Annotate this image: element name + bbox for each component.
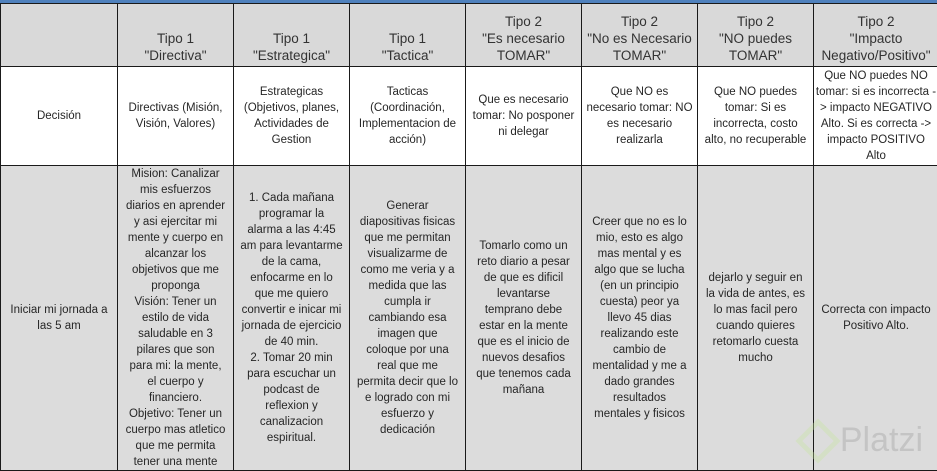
- header-row: [1, 4, 937, 67]
- table-cell[interactable]: 1. Cada mañana programar la alarma a las 4:45 am para levantarme de la cama, enfocarme en lo que me quiero convertir e inicar mi jornada de ejercicio de 40 min. 2. Tomar 20 min para escuchar un podcast de reflexion y canalizacion espiritual.: [234, 166, 350, 471]
- table-cell[interactable]: Correcta con impacto Positivo Alto.: [814, 166, 937, 471]
- decision-table: [0, 3, 937, 471]
- table-cell[interactable]: Generar diapositivas fisicas que me permitan visualizarme de como me veria y a medida que las cumpla ir cambiando esa imagen que coloque por una real que me permita decir que lo e logrado con mi esfuerzo y dedicación: [350, 166, 466, 471]
- table-cell[interactable]: Que NO puedes tomar: Si es incorrecta, costo alto, no recuperable: [698, 67, 814, 166]
- definition-row: [1, 67, 937, 166]
- table-cell[interactable]: Directivas (Misión, Visión, Valores): [118, 67, 234, 166]
- row-label-decision[interactable]: Decisión: [1, 67, 118, 166]
- header-cell-no-puedes[interactable]: Tipo 2 "NO puedes TOMAR": [698, 4, 814, 67]
- example-row: [1, 166, 937, 471]
- table-cell[interactable]: Creer que no es lo mio, esto es algo mas mental y es algo que se lucha (en un principio cuesta) peor ya llevo 45 dias realizando este cambio de mentalidad y me a dado grandes resultados mentales y fisicos: [582, 166, 698, 471]
- row-label-example[interactable]: Iniciar mi jornada a las 5 am: [1, 166, 118, 471]
- header-cell-es-necesario[interactable]: Tipo 2 "Es necesario TOMAR": [466, 4, 582, 67]
- table-cell[interactable]: Que NO es necesario tomar: NO es necesario realizarla: [582, 67, 698, 166]
- header-cell-tactica[interactable]: Tipo 1 "Tactica": [350, 4, 466, 67]
- table-cell[interactable]: Estrategicas (Objetivos, planes, Actividades de Gestion: [234, 67, 350, 166]
- table-cell[interactable]: Que NO puedes NO tomar: si es incorrecta - > impacto NEGATIVO Alto. Si es correcta -> impacto POSITIVO Alto: [814, 67, 937, 166]
- header-cell-directiva[interactable]: Tipo 1 "Directiva": [118, 4, 234, 67]
- header-cell-estrategica[interactable]: Tipo 1 "Estrategica": [234, 4, 350, 67]
- table-cell[interactable]: Tacticas (Coordinación, Implementacion de acción): [350, 67, 466, 166]
- table-cell[interactable]: Mision: Canalizar mis esfuerzos diarios en aprender y asi ejercitar mi mente y cuerpo en alcanzar los objetivos que me proponga Visión: Tener un estilo de vida saludable en 3 pilares que son para mi: la mente, el cuerpo y financiero. Objetivo: Tener un cuerpo mas atletico que me permita tener una mente: [118, 166, 234, 471]
- header-cell-impacto[interactable]: Tipo 2 "Impacto Negativo/Positivo": [814, 4, 937, 67]
- watermark-text: Platzi: [840, 421, 923, 460]
- header-cell-no-es-necesario[interactable]: Tipo 2 "No es Necesario TOMAR": [582, 4, 698, 67]
- table-cell[interactable]: Tomarlo como un reto diario a pesar de que es dificil levantarse temprano debe estar en la mente que es el inicio de nuevos desafios que tenemos cada mañana: [466, 166, 582, 471]
- table-cell[interactable]: Que es necesario tomar: No posponer ni delegar: [466, 67, 582, 166]
- platzi-logo-icon: [795, 418, 840, 463]
- table-cell[interactable]: dejarlo y seguir en la vida de antes, es lo mas facil pero cuando quieres retomarlo cuesta mucho: [698, 166, 814, 471]
- header-cell-empty[interactable]: [1, 4, 118, 67]
- platzi-watermark: [802, 421, 923, 460]
